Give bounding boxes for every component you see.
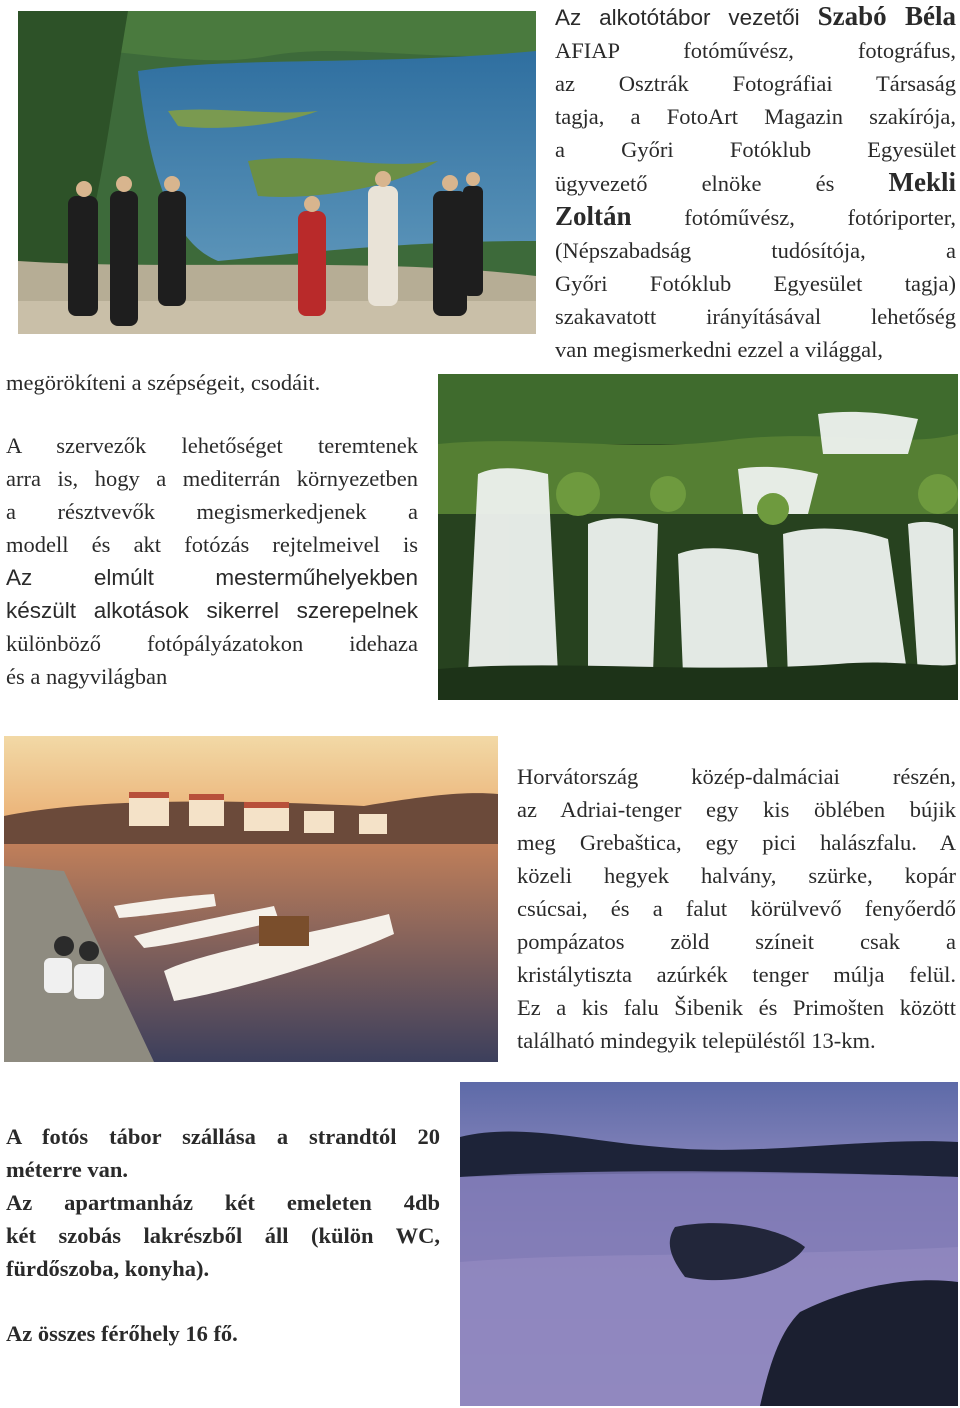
grebastica-description: Horvátország közép-dalmáciai részén, az Adriai-tenger egy kis öblében bújik meg Grebaštica, egy pici halászfalu. A közeli hegyek halvány, szürke, kopár csúcsai, és a falut körülvevő fenyőerdő pompázatos zöld színeit csak a kristálytiszta azúrkék tenger múlja felül. Ez a kis falu Šibenik és Primošten között található mindegyik településtől 13-km. [517, 764, 956, 1053]
photo-twilight-boat [460, 1082, 958, 1406]
accommodation-info: A fotós tábor szállása a strandtól 20 méterre van. Az apartmanház két emeleten 4db két szobás lakrészből áll (külön WC, fürdőszoba, konyha). [6, 1124, 440, 1281]
caption-beauty: megörökíteni a szépségeit, csodáit. [6, 370, 321, 395]
capacity-info: Az összes férőhely 16 fő. [6, 1321, 238, 1346]
workshop-description: A szervezők lehetőséget teremtenek arra is, hogy a mediterrán környezetben a résztvevők megismerkedjenek a modell és akt fotózás rejtelmeivel is Az elmúlt mesterműhelyekben készült alkotások sikerrel szerepelnek különböző fotópályázatokon idehaza és a nagyvilágban [6, 433, 418, 689]
photo-waterfalls [438, 374, 958, 700]
photo-photographers-lake [18, 11, 536, 334]
photo-harbor-sunset [4, 736, 498, 1062]
organizers-intro-text: Az alkotótábor vezetői Szabó Béla AFIAP fotóművész, fotográfus, az Osztrák Fotográfiai Társaság tagja, a FotoArt Magazin szakírója, a Győri Fotóklub Egyesület ügyvezető elnöke és Mekli Zoltán fotóművész, fotóriporter, (Népszabadság tudósítója, a Győri Fotóklub Egyesület tagja) szakavatott irányításával lehetőség van megismerkedni ezzel a világgal, [555, 1, 956, 362]
